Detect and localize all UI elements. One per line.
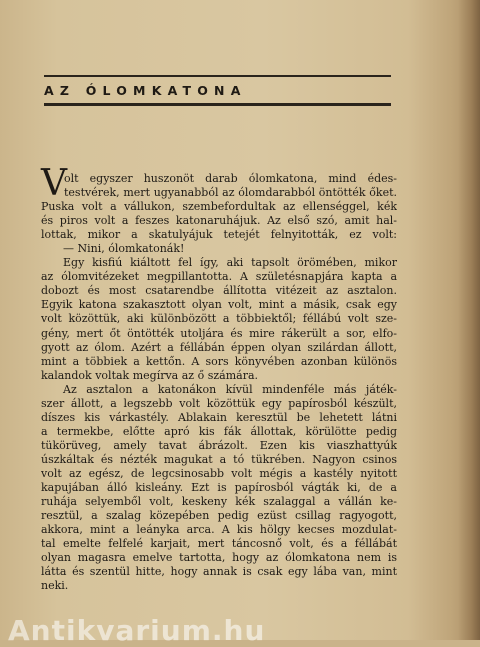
text-line: úszkáltak és nézték magukat a tó tükrében. Nagyon csinos (41, 452, 397, 466)
text-line: lottak, mikor a skatulyájuk tetejét felnyitották, ez volt: (41, 228, 397, 242)
text-line: szer állott, a legszebb volt közöttük egy papírosból készült, (41, 396, 397, 410)
text-line: a termekbe, előtte apró kis fák állottak, körülötte pedig (41, 424, 397, 438)
text-line: olyan magasra emelve tartotta, hogy az ólomkatona nem is (41, 551, 397, 565)
text-line: neki. (41, 579, 69, 593)
text-line: mint a többiek a kettőn. A sors könyvében azonban különös (41, 354, 397, 368)
chapter-title: AZ ÓLOMKATONA (44, 83, 247, 98)
text-line: — Nini, ólomkatonák! (63, 242, 185, 256)
text-line: resztül, a szalag közepében pedig ezüst csillag ragyogott, (41, 509, 397, 523)
text-line: kapujában álló kisleány. Ezt is papírosból vágták ki, de a (41, 481, 397, 495)
text-line: gény, mert őt öntötték utoljára és mire rákerült a sor, elfo- (41, 326, 397, 340)
text-line: Egy kisfiú kiáltott fel így, aki tapsolt örömében, mikor (63, 256, 397, 270)
drop-cap: V (41, 163, 67, 204)
text-line: kalandok voltak megírva az ő számára. (41, 368, 259, 382)
text-line: testvérek, mert ugyanabból az ólomdarabból öntötték őket. (64, 186, 397, 200)
text-line: tükörüveg, amely tavat ábrázolt. Ezen kis viaszhattyúk (41, 438, 397, 452)
title-rule-bottom (44, 103, 391, 106)
text-line: dobozt és most csatarendbe állította vitézeit az asztalon. (41, 284, 397, 298)
text-line: tal emelte felfelé karjait, mert táncosnő volt, és a féllábát (41, 537, 397, 551)
text-line: Puska volt a vállukon, szembefordultak az ellenséggel, kék (41, 200, 397, 214)
text-line: gyott az ólom. Azért a féllábán éppen olyan szilárdan állott, (41, 340, 397, 354)
story-text (41, 172, 397, 593)
title-rule-top (44, 75, 391, 77)
text-line: volt az egész, de legcsinosabb volt mégis a kastély nyitott (41, 466, 397, 480)
text-line: látta és szentül hitte, hogy annak is csak egy lába van, mint (41, 565, 397, 579)
text-line: ruhája selyemből volt, keskeny kék szalaggal a vállán ke- (41, 495, 397, 509)
text-line: Egyik katona szakasztott olyan volt, mint a másik, csak egy (41, 298, 397, 312)
watermark: Antikvarium.hu (8, 614, 266, 647)
page-gutter-shadow (458, 0, 480, 640)
text-line: olt egyszer huszonöt darab ólomkatona, mind édes- (64, 172, 397, 185)
text-line: az ólomvitézeket megpillantotta. A születésnapjára kapta a (41, 270, 397, 284)
text-line: díszes kis várkastély. Ablakain keresztül be lehetett látni (41, 410, 397, 424)
text-line: és piros volt a feszes katonaruhájuk. Az első szó, amit hal- (41, 214, 397, 228)
text-line: volt közöttük, aki különbözött a többiektől; féllábú volt sze- (41, 312, 397, 326)
text-line: akkora, mint a leányka arca. A kis hölgy kecses mozdulat- (41, 523, 397, 537)
text-line: Az asztalon a katonákon kívül mindenféle más játék- (63, 382, 397, 396)
